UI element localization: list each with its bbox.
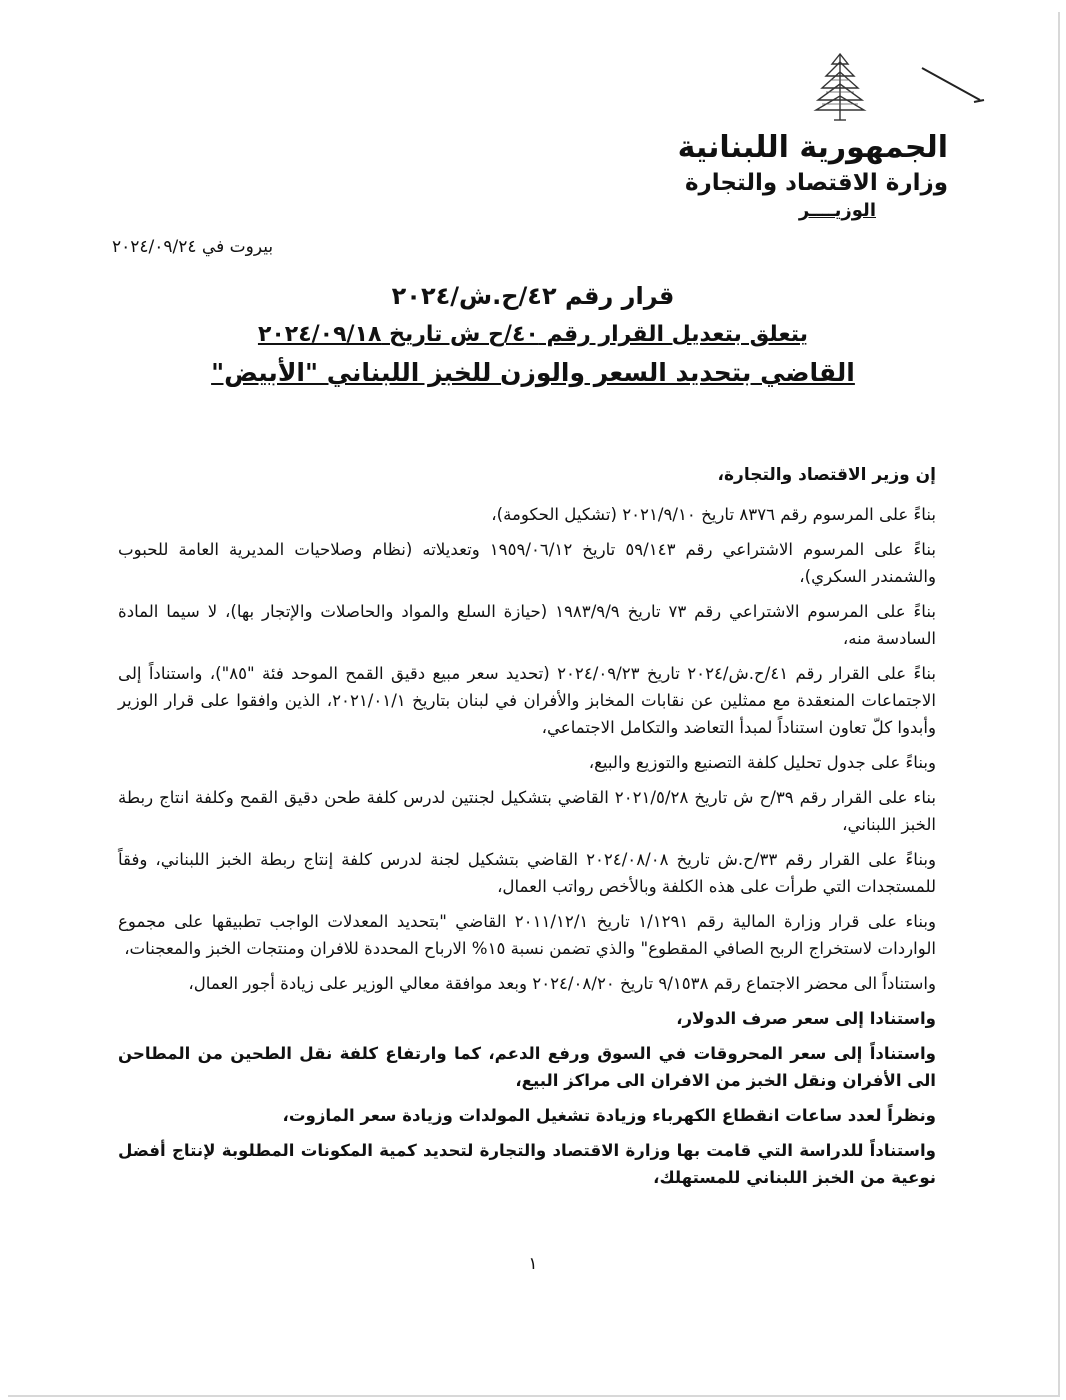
intro-line: إن وزير الاقتصاد والتجارة، [717,465,936,485]
paragraph: وبناء على قرار وزارة المالية رقم ١/١٢٩١ تاريخ ٢٠١١/١٢/١ القاضي "بتحديد المعدلات الواجب تطبيقها على مجموع الواردات لاستخراج الربح الصافي المقطوع" والذي تضمن نسبة ١٥% الارباح المحددة للافران ومنتجات الخبز والمعجنات، [118,912,936,958]
bold-paragraph: واستنادا إلى سعر صرف الدولار، [676,1009,936,1028]
bold-paragraph: واستناداً إلى سعر المحروقات في السوق ورفع الدعم، كما وارتفاع كلفة نقل الطحين من المطاحن الى الأفران ونقل الخبز من الافران الى مراكز البيع، [118,1044,936,1090]
date-line: بيروت في ٢٠٢٤/٠٩/٢٤ [112,237,274,257]
header-ministry: وزارة الاقتصاد والتجارة [684,170,948,196]
bold-paragraph: واستناداً للدراسة التي قامت بها وزارة الاقتصاد والتجارة لتحديد كمية المكونات المطلوبة لإنتاج أفضل نوعية من الخبز اللبناني للمستهلك، [118,1141,936,1187]
bold-paragraph: ونظراً لعدد ساعات انقطاع الكهرباء وزيادة تشغيل المولدات وزيادة سعر المازوت، [282,1106,936,1125]
page-number: ١ [528,1254,538,1274]
decision-subtitle: يتعلق بتعديل القرار رقم ٤٠/ح ش تاريخ ٢٠٢٤/٠٩/١٨ [257,322,809,347]
paragraph: واستناداً الى محضر الاجتماع رقم ٩/١٥٣٨ تاريخ ٢٠٢٤/٠٨/٢٠ وبعد موافقة معالي الوزير على زيادة أجور العمال، [188,974,936,993]
paragraph: وبناءً على جدول تحليل كلفة التصنيع والتوزيع والبيع، [588,753,936,772]
cedar-emblem-icon [812,50,868,126]
header-minister: الوزيــــر [798,200,876,221]
header-republic: الجمهورية اللبنانية [677,130,948,165]
decision-title: قرار رقم ٤٢/ح.ش/٢٠٢٤ [391,282,675,310]
pen-stroke-mark [918,64,988,108]
paragraph: بناءً على القرار رقم ٤١/ح.ش/٢٠٢٤ تاريخ ٢٠٢٤/٠٩/٢٣ (تحديد سعر مبيع دقيق القمح الموحد فئة "٨٥")، واستناداً إلى الاجتماعات المنعقدة مع ممثلين عن نقابات المخابز والأفران في لبنان بتاريخ ٢٠٢١/٠١/١، الذين وافقوا على قرار الوزير وأبدوا كلّ تعاون استناداً لمبدأ التعاضد والتكامل الاجتماعي، [118,664,937,737]
paragraph: بناء على القرار رقم ٣٩/ح ش تاريخ ٢٠٢١/٥/٢٨ القاضي بتشكيل لجنتين لدرس كلفة طحن دقيق القمح وكلفة انتاج ربطة الخبز اللبناني، [118,788,936,834]
paragraph: بناءً على المرسوم رقم ٨٣٧٦ تاريخ ٢٠٢١/٩/١٠ (تشكيل الحكومة)، [491,505,936,524]
paragraph: بناءً على المرسوم الاشتراعي رقم ٥٩/١٤٣ تاريخ ١٩٥٩/٠٦/١٢ وتعديلاته (نظام وصلاحيات المديرية العامة للحبوب والشمندر السكري)، [118,540,936,586]
paragraph: بناءً على المرسوم الاشتراعي رقم ٧٣ تاريخ ١٩٨٣/٩/٩ (حيازة السلع والمواد والحاصلات والإتجار بها)، لا سيما المادة السادسة منه، [118,602,936,648]
paragraph: وبناءً على القرار رقم ٣٣/ح.ش تاريخ ٢٠٢٤/٠٨/٠٨ القاضي بتشكيل لجنة لدرس كلفة إنتاج ربطة الخبز اللبناني، وفقاً للمستجدات التي طرأت على هذه الكلفة وبالأخص رواتب العمال، [118,850,936,896]
decision-body [118,462,936,1199]
decision-subject: القاضي بتحديد السعر والوزن للخبز اللبناني "الأبيض" [211,358,855,387]
